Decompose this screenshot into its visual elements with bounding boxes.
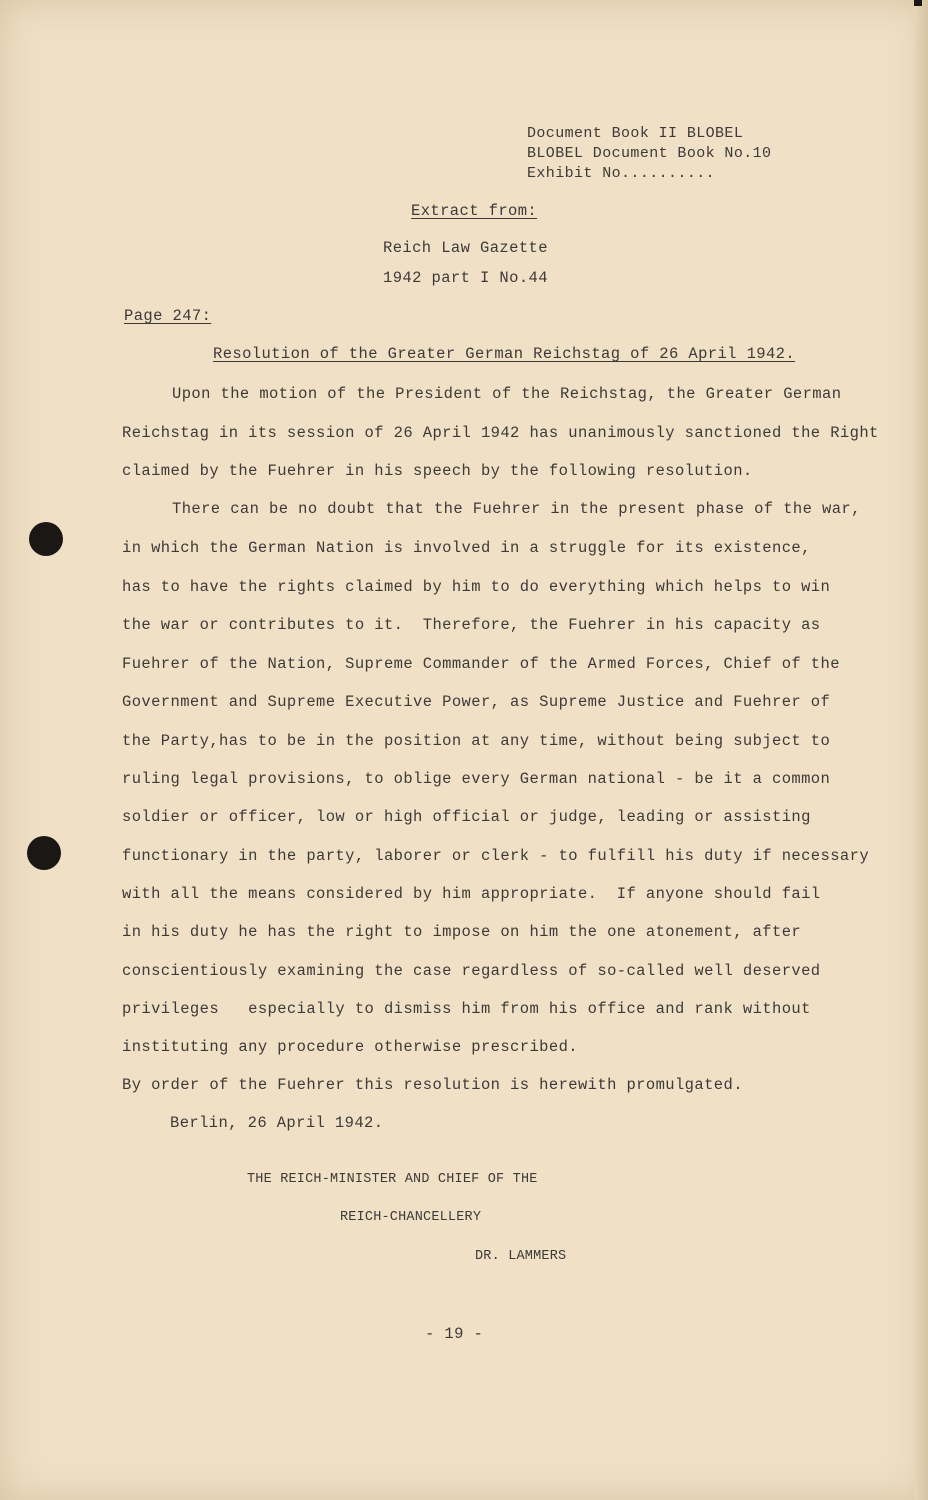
- paper-edge: [914, 0, 928, 1500]
- page-number: - 19 -: [425, 1325, 484, 1343]
- body-line: the war or contributes to it. Therefore, the Fuehrer in his capacity as: [122, 616, 821, 634]
- signature-title-line-1: THE REICH-MINISTER AND CHIEF OF THE: [247, 1172, 538, 1187]
- body-line: the Party,has to be in the position at any time, without being subject to: [122, 732, 831, 750]
- body-line: with all the means considered by him appropriate. If anyone should fail: [122, 885, 821, 903]
- signature-title-line-2: REICH-CHANCELLERY: [340, 1210, 482, 1225]
- body-line: Reichstag in its session of 26 April 1942 has unanimously sanctioned the Right: [122, 424, 879, 442]
- extract-label: Extract from:: [411, 202, 538, 220]
- body-line: ruling legal provisions, to oblige every German national - be it a common: [122, 770, 831, 788]
- body-line: There can be no doubt that the Fuehrer in the present phase of the war,: [172, 500, 861, 518]
- header-line-3: Exhibit No..........: [527, 165, 716, 182]
- body-line: Government and Supreme Executive Power, as Supreme Justice and Fuehrer of: [122, 693, 831, 711]
- corner-mark: [914, 0, 922, 6]
- resolution-title: Resolution of the Greater German Reichstag of 26 April 1942.: [213, 345, 796, 363]
- source-title: Reich Law Gazette: [383, 239, 548, 257]
- body-line: instituting any procedure otherwise prescribed.: [122, 1038, 578, 1056]
- body-line: in his duty he has the right to impose on him the one atonement, after: [122, 923, 802, 941]
- body-line: Fuehrer of the Nation, Supreme Commander of the Armed Forces, Chief of the: [122, 655, 840, 673]
- source-issue: 1942 part I No.44: [383, 269, 548, 287]
- body-line: conscientiously examining the case regardless of so-called well deserved: [122, 962, 821, 980]
- place-date: Berlin, 26 April 1942.: [170, 1114, 384, 1132]
- body-line: has to have the rights claimed by him to do everything which helps to win: [122, 578, 831, 596]
- header-line-2: BLOBEL Document Book No.10: [527, 145, 772, 162]
- punch-hole-bottom: [27, 836, 61, 870]
- punch-hole-top: [29, 522, 63, 556]
- body-line: By order of the Fuehrer this resolution is herewith promulgated.: [122, 1076, 743, 1094]
- header-line-1: Document Book II BLOBEL: [527, 125, 744, 142]
- body-line: in which the German Nation is involved in a struggle for its existence,: [122, 539, 811, 557]
- page-reference: Page 247:: [124, 307, 212, 325]
- body-line: Upon the motion of the President of the Reichstag, the Greater German: [172, 385, 842, 403]
- body-line: privileges especially to dismiss him from his office and rank without: [122, 1000, 811, 1018]
- body-line: functionary in the party, laborer or clerk - to fulfill his duty if necessary: [122, 847, 870, 865]
- body-line: claimed by the Fuehrer in his speech by the following resolution.: [122, 462, 753, 480]
- body-line: soldier or officer, low or high official or judge, leading or assisting: [122, 808, 811, 826]
- signature-name: DR. LAMMERS: [475, 1249, 567, 1264]
